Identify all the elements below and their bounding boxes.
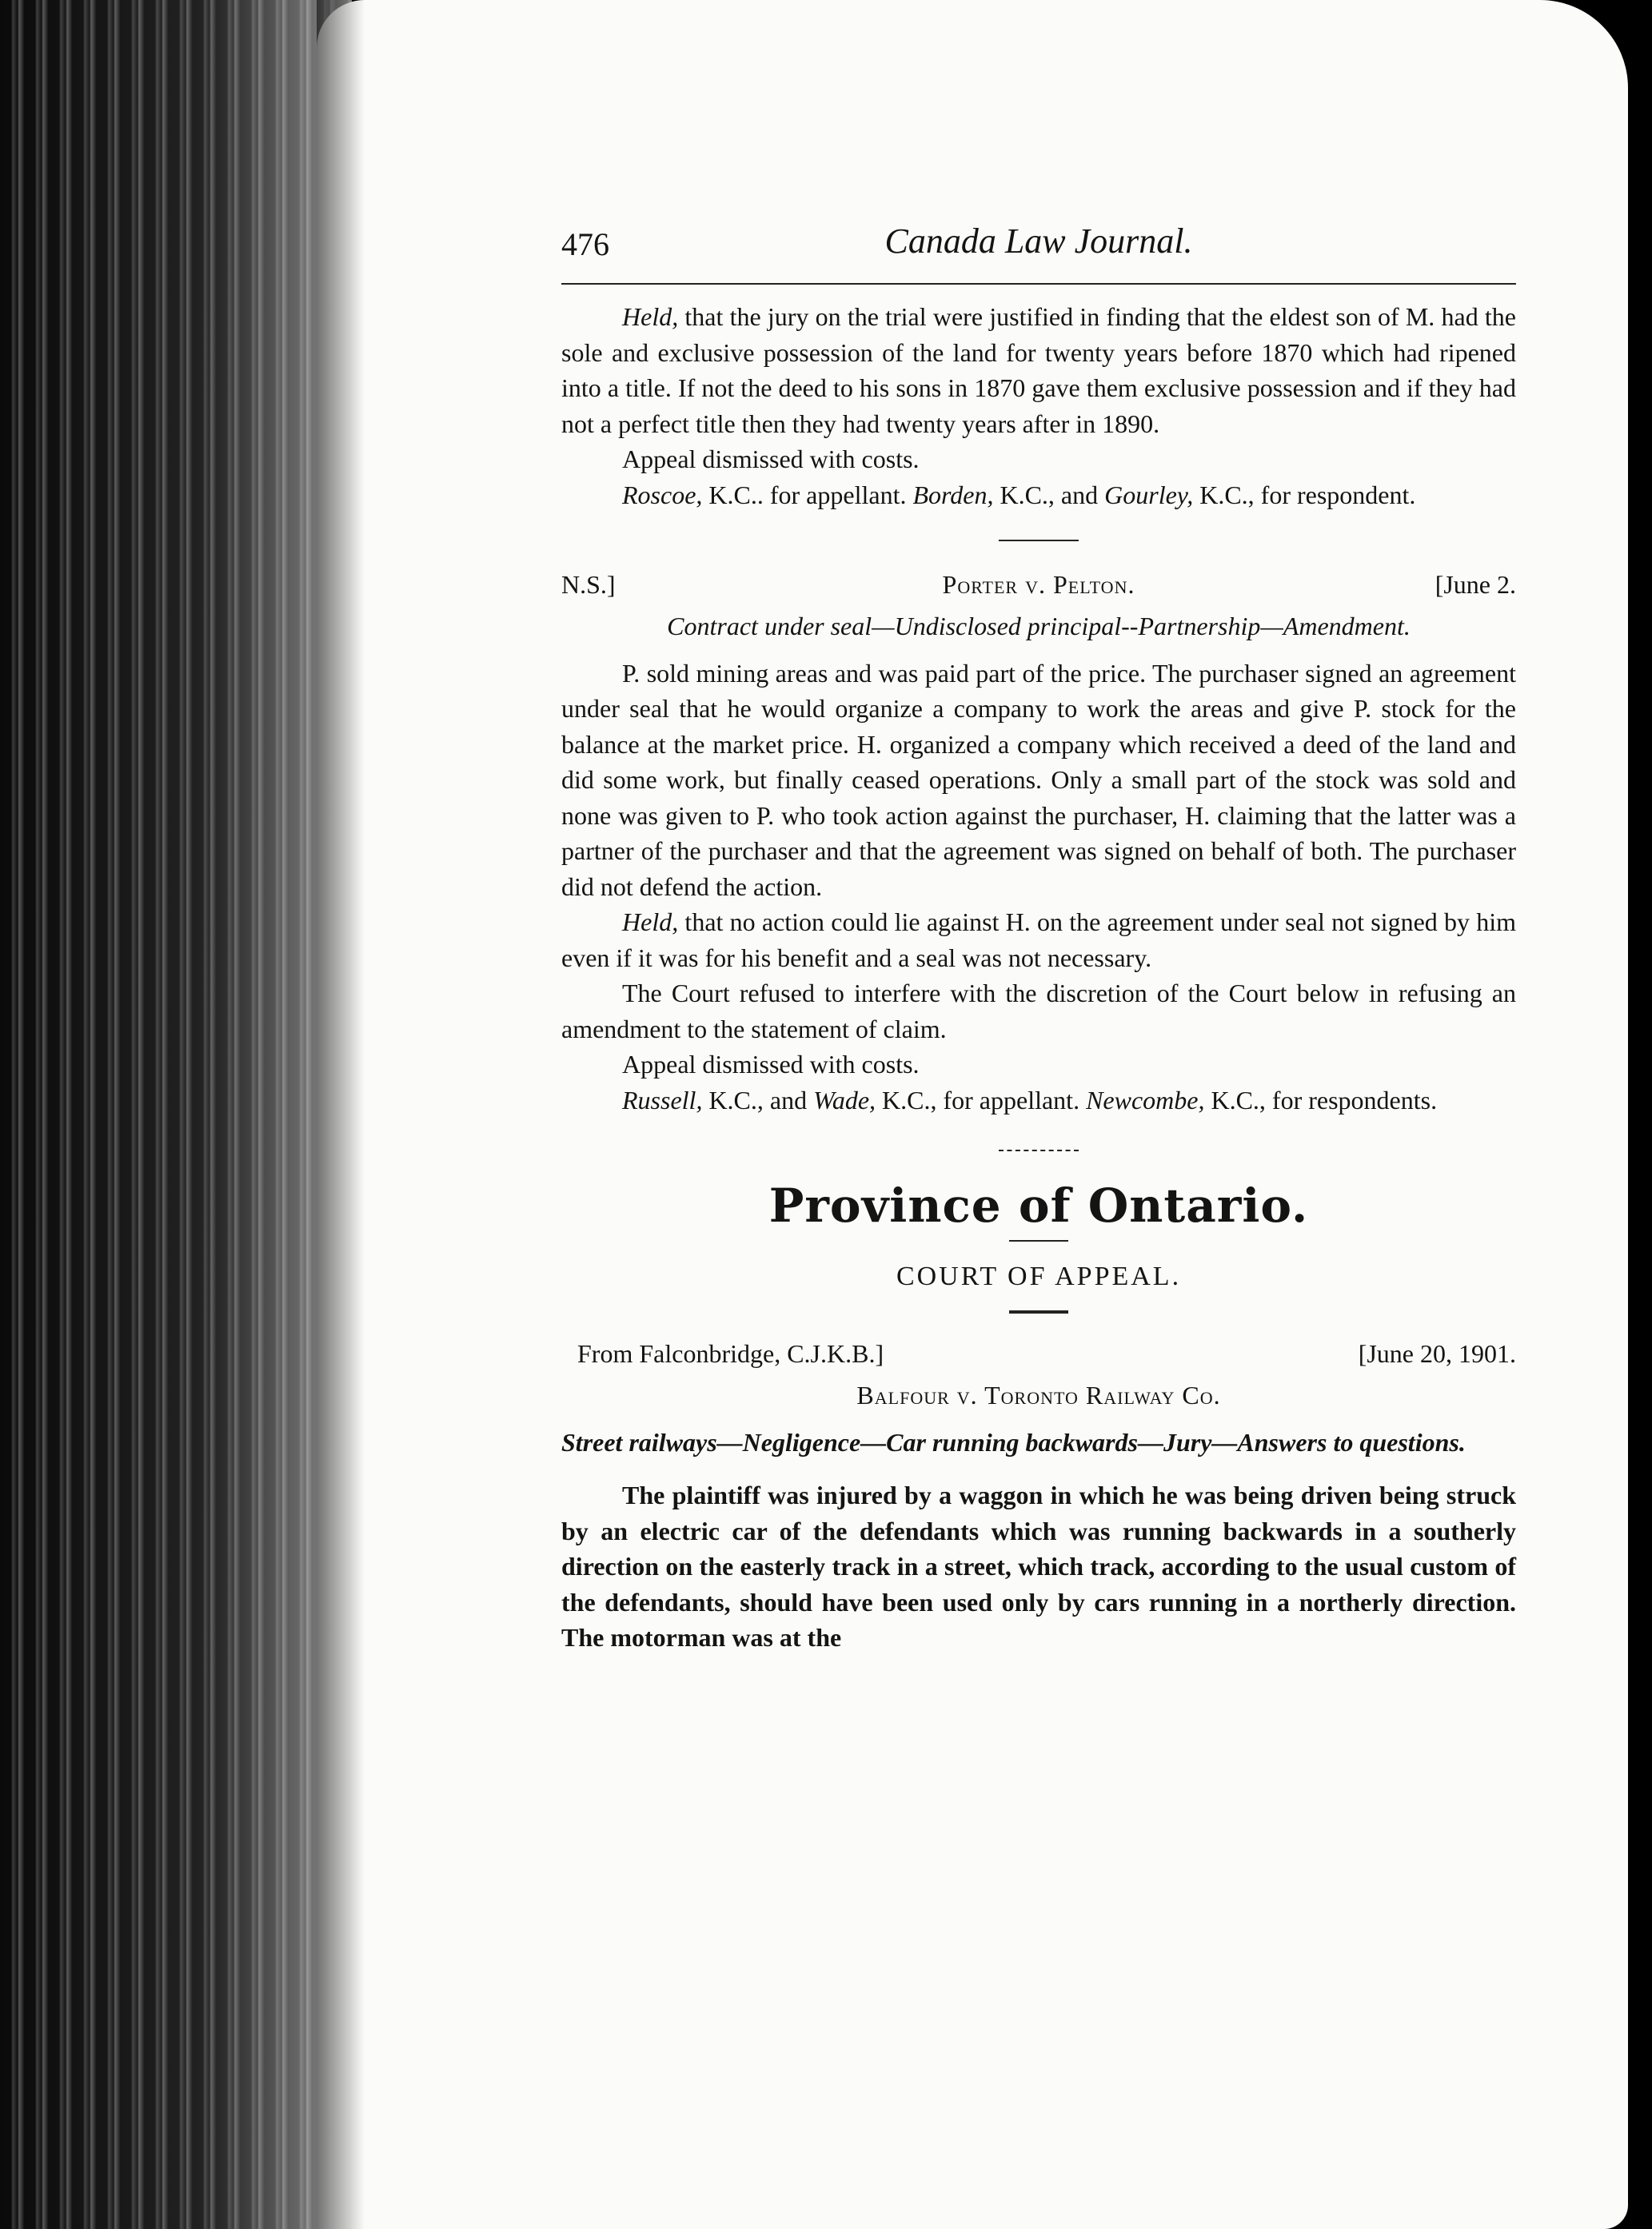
held-text: that no action could lie against H. on the agreement under seal not signed by him even if it was for his benefit and a seal was not necessary. [561,907,1516,972]
case-court: From Falconbridge, C.J.K.B.] [577,1339,884,1368]
counsel-text: K.C., for appellant. [876,1085,1087,1114]
counsel-name: Wade, [813,1085,876,1114]
counsel-text: K.C., and [702,1085,814,1114]
heading-rule [1009,1310,1068,1314]
heading-rule [1009,1240,1068,1242]
section-divider [999,1150,1079,1151]
held-word: Held, [622,907,679,936]
case-court: N.S.] [561,570,616,599]
page-shadow [317,0,365,2229]
case-name: Balfour v. Toronto Railway Co. [856,1381,1221,1410]
header-rule [561,283,1516,285]
case3-facts: The plaintiff was injured by a waggon in which he was being driven being struck by an electric car of the defendants which was running backwards in a southerly direction on the easterly track in a street, which track, according to the usual custom of the defendants, should have been used only by cars running in a northerly direction. The motorman was at the [561,1481,1516,1652]
counsel-name: Borden, [912,480,994,509]
counsel-name: Gourley, [1104,480,1194,509]
case2-held [561,904,1516,975]
counsel-name: Newcombe, [1086,1085,1205,1114]
case-date: [June 20, 1901. [1358,1339,1516,1368]
page-number: 476 [561,226,609,262]
court-heading: COURT OF APPEAL. [896,1261,1182,1291]
page [317,0,1628,2229]
counsel-text: K.C., and [993,480,1105,509]
page-content [561,221,1517,1656]
counsel-text: K.C., for respondents. [1204,1085,1438,1114]
page-header [561,221,1516,272]
held-text: that the jury on the trial were justified in finding that the eldest son of M. had the sole and exclusive possession of the land for twenty years before 1870 which had ripened into a title. If not the deed to his sons in 1870 gave them exclusive possession and if they had not a perfect title then they had twenty years after in 1890. [561,302,1517,438]
case1-disposition: Appeal dismissed with costs. [622,445,920,473]
case3-headnote: Street railways—Negligence—Car running backwards—Jury—Answers to questions. [561,1427,1466,1457]
counsel-name: Russell, [622,1085,703,1114]
section-divider [999,540,1079,541]
case2-facts: P. sold mining areas and was paid part of the price. The purchaser signed an agreement under seal that he would organize a company to work the areas and give P. stock for the balance at the market price. H. organized a company which received a deed of the land and did some work, but finally ceased operations. Only a small part of the stock was sold and none was given to P. who took action against the purchaser, H. claiming that the latter was a partner of the purchaser and that the agreement was signed on behalf of both. The purchaser did not defend the action. [561,658,1516,901]
counsel-text: K.C.. for appellant. [702,480,913,509]
counsel-text: K.C., for respondent. [1193,480,1416,509]
case-date: [June 2. [1435,570,1516,599]
case1-held [561,299,1516,441]
case2-counsel [561,1083,1516,1118]
case2-title-line [561,567,1516,607]
case-name: Porter v. Pelton. [942,570,1135,599]
case2-headnote: Contract under seal—Undisclosed principal--Partnership—Amendment. [667,612,1411,640]
held-word: Held, [622,302,679,331]
case1-counsel [561,477,1516,513]
book-binding [0,0,352,2229]
case3-court-line [561,1336,1516,1376]
province-heading: Province of Ontario. [768,1178,1309,1233]
journal-title: Canada Law Journal. [884,221,1193,261]
counsel-name: Roscoe, [622,480,703,509]
case2-disposition: Appeal dismissed with costs. [622,1050,920,1079]
case2-court-refused: The Court refused to interfere with the discretion of the Court below in refusing an amendment to the statement of claim. [561,979,1516,1043]
